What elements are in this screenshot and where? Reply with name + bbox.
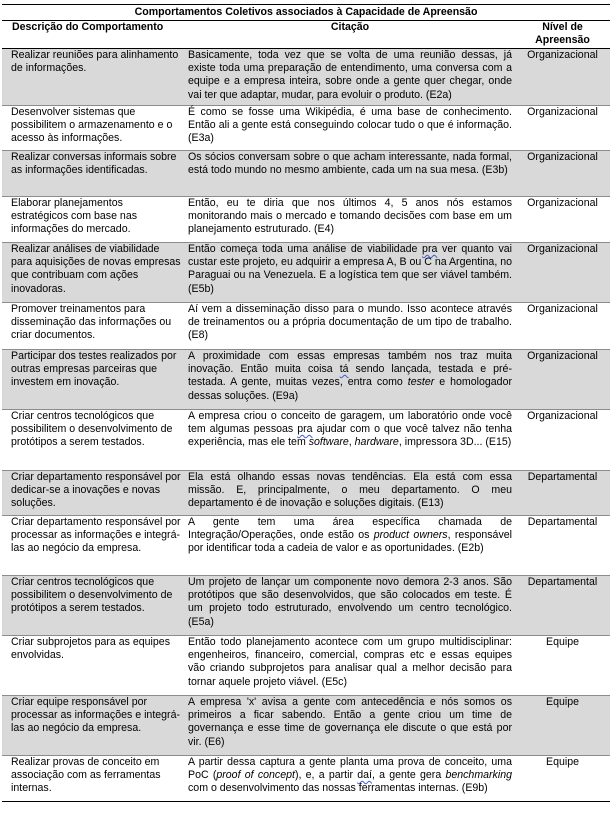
quote-text: pra [422, 243, 438, 255]
behavior-cell: Criar equipe responsável por processar as informações e integrá-las ao negócio da empresa. [2, 696, 185, 756]
table-row [2, 106, 610, 151]
quote-cell: Então, eu te diria que nos últimos 4, 5 anos nós estamos monitorando mais o mercado e tomando decisões com base em um planejamento estruturado. (E4) [185, 197, 515, 243]
quote-text: A gente tem uma área específica chamada de Integração/Operações, onde estão os [188, 516, 512, 542]
table-row [2, 410, 610, 471]
quote-text: A proximidade com essas empresas também nos traz muita inovação. Então muita coisa [188, 350, 512, 376]
quote-text: daí [357, 769, 372, 782]
behavior-cell: Criar departamento responsável por dedicar-se a inovações e novas soluções. [2, 471, 185, 516]
table-row [2, 243, 610, 303]
behavior-cell: Realizar reuniões para alinhamento de informações. [2, 49, 185, 106]
level-cell: Organizacional [515, 106, 610, 151]
table-row [2, 756, 610, 802]
behavior-cell: Criar centros tecnológicos que possibilitem o desenvolvimento de protótipos a serem testados. [2, 410, 185, 471]
quote-text: , responsável por identificar toda a cadeia de valor e as oportunidades. (E2b) [188, 529, 512, 555]
header-behavior: Descrição do Comportamento [2, 21, 185, 49]
behavior-cell: Realizar provas de conceito em associação com as ferramentas internas. [2, 756, 185, 802]
quote-text: com o desenvolvimento das nossas ferramentas internas. (E9b) [188, 782, 488, 795]
level-cell: Organizacional [515, 303, 610, 350]
behavior-cell: Desenvolver sistemas que possibilitem o armazenamento e o acesso às informações. [2, 106, 185, 151]
behavior-cell: Realizar conversas informais sobre as informações identificadas. [2, 151, 185, 197]
level-cell: Organizacional [515, 197, 610, 243]
level-cell: Organizacional [515, 151, 610, 197]
level-cell: Equipe [515, 696, 610, 756]
quote-text: ajudar com o que você talvez não tenha experiência, mas ele tem [188, 423, 512, 449]
quote-text: software [308, 436, 349, 449]
behavior-cell: Participar dos testes realizados por outras empresas parceiras que investem em inovação. [2, 350, 185, 410]
quote-text: proof of concept [216, 769, 295, 782]
behavior-cell: Elaborar planejamentos estratégicos com base nas informações do mercado. [2, 197, 185, 243]
level-cell: Departamental [515, 516, 610, 576]
level-cell: Organizacional [515, 49, 610, 106]
behavior-cell: Criar subprojetos para as equipes envolvidas. [2, 636, 185, 696]
table-row [2, 516, 610, 576]
quote-cell: Ela está olhando essas novas tendências. Ela está com essa missão. E, principalmente, o meu departamento. O meu departamento é de inovação e soluções digitais. (E13) [185, 471, 515, 516]
quote-text: pra [297, 423, 313, 436]
quote-text: product owners [373, 529, 448, 542]
table-row [2, 696, 610, 756]
table-row [2, 151, 610, 197]
table-row [2, 49, 610, 106]
quote-text: , impressora 3D... (E15) [398, 436, 512, 449]
quote-cell [185, 410, 515, 471]
header-quote: Citação [185, 21, 515, 49]
level-cell: Organizacional [515, 243, 610, 303]
behavior-cell: Realizar análises de viabilidade para aquisições de novas empresas que contribuam com ações inovadoras. [2, 243, 185, 303]
table-row [2, 576, 610, 636]
quote-text: A partir dessa captura a gente planta uma prova de conceito, uma PoC ( [188, 756, 512, 782]
level-cell: Equipe [515, 636, 610, 696]
behavior-cell: Criar centros tecnológicos que possibilitem o desenvolvimento de protótipos a serem testados. [2, 576, 185, 636]
level-cell: Departamental [515, 576, 610, 636]
level-cell: Equipe [515, 756, 610, 802]
quote-cell: Basicamente, toda vez que se volta de uma reunião dessas, já existe toda uma preparação de entendimento, uma conversa com a equipe e a empresa inteira, sobre onde a gente quer chegar, onde vai ter que adaptar, mudar, para evoluir o produto. (E2a) [185, 49, 515, 106]
quote-cell: Então todo planejamento acontece com um grupo multidisciplinar: engenheiros, financeiro, comercial, compras etc e essas equipes vão criando subprojetos para analisar qual a melhor decisão para tornar aquele projeto viável. (E5c) [185, 636, 515, 696]
quote-cell [185, 350, 515, 410]
quote-text: ver quanto vai custar este projeto, eu adquirir a empresa A, B ou C na Argentina, no Paraguai ou na Venezuela. E a logística tem que ser viável também. (E5b) [188, 243, 512, 295]
behaviors-table [2, 4, 610, 802]
level-cell: Departamental [515, 471, 610, 516]
table-row [2, 303, 610, 350]
quote-text: , a gente gera [371, 769, 446, 782]
quote-cell [185, 243, 515, 303]
quote-text: tester [407, 376, 435, 389]
quote-text: Então começa toda uma análise de viabilidade [188, 243, 423, 255]
table-row [2, 350, 610, 410]
level-cell: Organizacional [515, 350, 610, 410]
quote-text: hardware [354, 436, 399, 449]
quote-text: , [348, 436, 355, 449]
quote-cell: É como se fosse uma Wikipédia, é uma base de conhecimento. Então ali a gente está conseguindo colocar tudo o que é informação. (E3a) [185, 106, 515, 151]
quote-cell: A empresa 'x' avisa a gente com antecedência e nós somos os primeiros a ficar sabendo. Então a gente criou um time de governança e esse time de governança ele discute o que está por vir. (E6) [185, 696, 515, 756]
table-container [2, 4, 610, 802]
quote-text: sendo lançada, testada e pré-testada. A gente, muitas vezes, entra como [188, 363, 512, 389]
table-row [2, 471, 610, 516]
quote-text: benchmarking [445, 769, 512, 782]
behavior-cell: Criar departamento responsável por processar as informações e integrá-las ao negócio da empresa. [2, 516, 185, 576]
table-title: Comportamentos Coletivos associados à Capacidade de Apreensão [2, 5, 610, 21]
header-level: Nível de Apreensão [515, 21, 610, 49]
quote-text: tá [339, 363, 349, 376]
quote-cell [185, 756, 515, 802]
level-cell: Organizacional [515, 410, 610, 471]
quote-text: A empresa criou o conceito de garagem, um laboratório onde você tem algumas pessoas [188, 410, 512, 436]
quote-cell: Um projeto de lançar um componente novo demora 2-3 anos. São protótipos que são desenvolvidos, que são colocados em teste. É um projeto todo estruturado, envolvendo um centro tecnológico. (E5a) [185, 576, 515, 636]
table-row [2, 636, 610, 696]
table-row [2, 197, 610, 243]
quote-text: ), e, a partir [294, 769, 358, 782]
quote-cell: Os sócios conversam sobre o que acham interessante, nada formal, está todo mundo no mesmo ambiente, cada um na sua mesa. (E3b) [185, 151, 515, 197]
behavior-cell: Promover treinamentos para disseminação das informações ou criar documentos. [2, 303, 185, 350]
quote-cell: Aí vem a disseminação disso para o mundo. Isso acontece através de treinamentos ou a própria documentação de um tipo de trabalho. (E8) [185, 303, 515, 350]
quote-cell [185, 516, 515, 576]
quote-text: e homologador dessas soluções. (E9a) [188, 376, 512, 402]
